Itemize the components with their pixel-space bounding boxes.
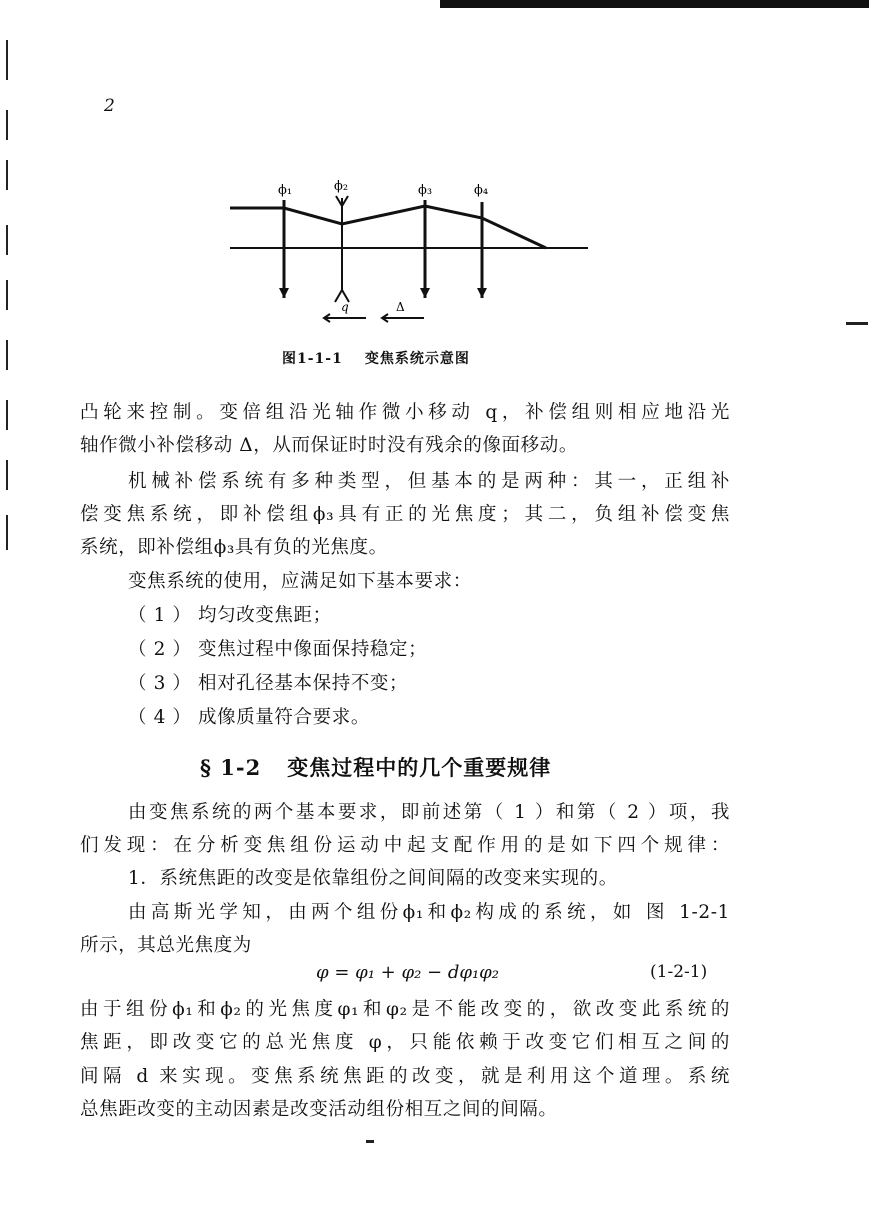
paragraph-line: 由变焦系统的两个基本要求，即前述第（ 1 ）和第（ 2 ）项，我 xyxy=(128,802,730,823)
margin-mark xyxy=(6,515,8,550)
paragraph-line: 系统，即补偿组ϕ₃具有负的光焦度。 xyxy=(80,537,388,558)
margin-mark xyxy=(6,110,8,140)
list-item: （ 4 ） 成像质量符合要求。 xyxy=(128,707,370,728)
marginal-ray xyxy=(230,206,546,248)
paragraph-line: 轴作微小补偿移动 Δ，从而保证时时没有残余的像面移动。 xyxy=(80,435,578,456)
margin-mark xyxy=(6,460,8,490)
caption-number: 图1-1-1 xyxy=(282,351,343,367)
margin-mark xyxy=(6,40,8,80)
section-number: § 1-2 xyxy=(200,755,262,780)
q-label: q xyxy=(341,300,349,314)
lens-label-4: ϕ₄ xyxy=(474,183,489,198)
lens-4-arrow xyxy=(477,288,487,298)
paragraph-line: 焦距，即改变它的总光焦度 φ，只能依赖于改变它们相互之间的 xyxy=(80,1032,730,1053)
paragraph-line: 1．系统焦距的改变是依靠组份之间间隔的改变来实现的。 xyxy=(128,868,618,889)
top-border xyxy=(440,0,869,8)
list-item: （ 3 ） 相对孔径基本保持不变； xyxy=(128,673,409,694)
paragraph-line: 们发现：在分析变焦组份运动中起支配作用的是如下四个规律： xyxy=(80,835,730,856)
margin-mark xyxy=(6,160,8,190)
paragraph-line: 偿变焦系统，即补偿组ϕ₃具有正的光焦度；其二，负组补偿变焦 xyxy=(80,504,730,525)
paragraph-line: 由于组份ϕ₁和ϕ₂的光焦度φ₁和φ₂是不能改变的，欲改变此系统的 xyxy=(80,999,730,1020)
paragraph-line: 凸轮来控制。变倍组沿光轴作微小移动 q，补偿组则相应地沿光 xyxy=(80,402,730,423)
lens-label-2: ϕ₂ xyxy=(334,179,349,194)
figure-caption xyxy=(282,348,470,368)
margin-mark xyxy=(6,400,8,430)
paragraph-line: 总焦距改变的主动因素是改变活动组份相互之间的间隔。 xyxy=(80,1099,558,1120)
list-item: （ 2 ） 变焦过程中像面保持稳定； xyxy=(128,639,428,660)
zoom-system-diagram xyxy=(220,172,600,332)
lens-1-arrow xyxy=(279,288,289,298)
caption-title: 变焦系统示意图 xyxy=(364,351,470,367)
margin-mark xyxy=(846,322,868,325)
lens-label-3: ϕ₃ xyxy=(418,183,433,198)
paragraph-line: 机械补偿系统有多种类型，但基本的是两种：其一，正组补 xyxy=(128,471,730,492)
margin-mark xyxy=(6,280,8,310)
margin-mark xyxy=(366,1140,374,1143)
paragraph-line: 变焦系统的使用，应满足如下基本要求： xyxy=(128,571,472,592)
lens-3-arrow xyxy=(420,288,430,298)
lens-label-1: ϕ₁ xyxy=(278,183,293,198)
section-heading xyxy=(200,752,551,782)
paragraph-line: 间隔 d 来实现。变焦系统焦距的改变，就是利用这个道理。系统 xyxy=(80,1066,730,1087)
section-title: 变焦过程中的几个重要规律 xyxy=(287,755,552,780)
delta-label: Δ xyxy=(396,300,405,314)
paragraph-line: 所示，其总光焦度为 xyxy=(80,935,252,956)
equation: φ = φ₁ + φ₂ − dφ₁φ₂ xyxy=(316,962,499,983)
list-item: （ 1 ） 均匀改变焦距； xyxy=(128,605,332,626)
equation-number: (1-2-1) xyxy=(650,962,708,982)
paragraph-line: 由高斯光学知，由两个组份ϕ₁和ϕ₂构成的系统，如 图 1-2-1 xyxy=(128,902,730,923)
margin-mark xyxy=(6,225,8,255)
page-number: 2 xyxy=(104,96,115,116)
margin-mark xyxy=(6,340,8,370)
